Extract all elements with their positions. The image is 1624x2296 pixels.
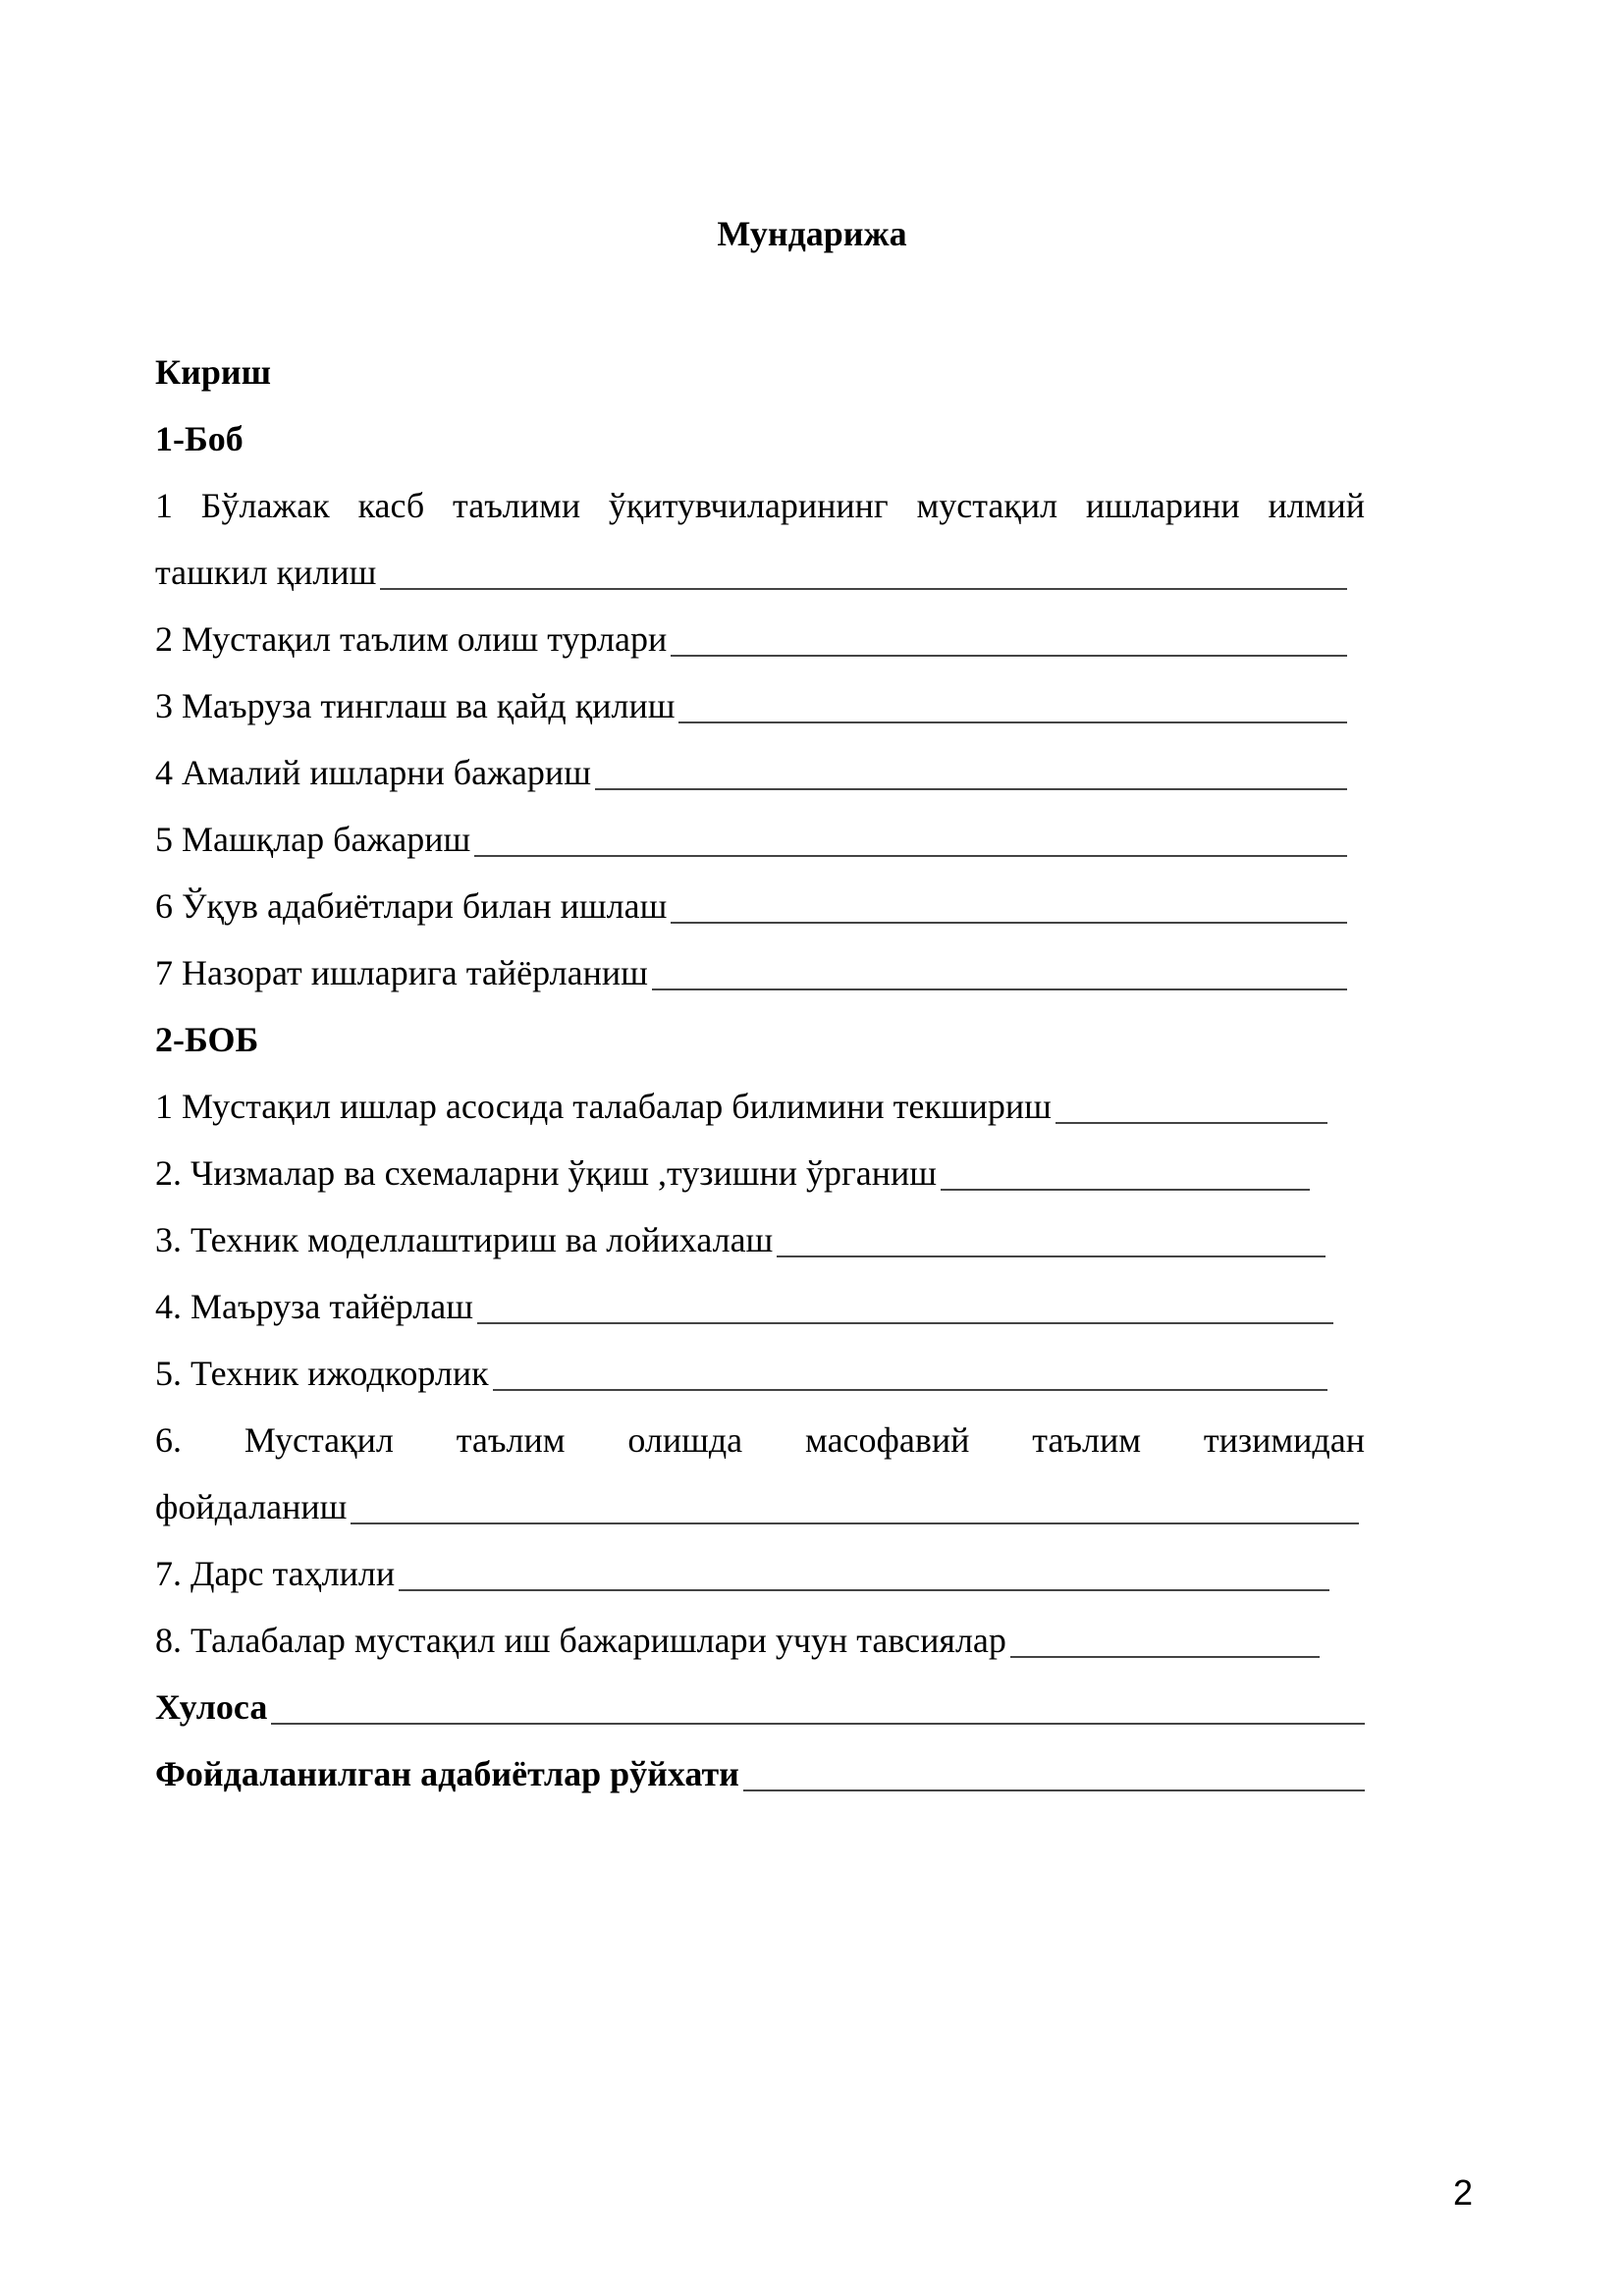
leader-line bbox=[595, 788, 1347, 790]
leader-line bbox=[271, 1723, 1365, 1725]
toc-entry-line2 bbox=[155, 539, 1365, 606]
toc-entry bbox=[155, 1340, 1365, 1407]
toc-entry-text: 5 Машқлар бажариш bbox=[155, 820, 471, 859]
toc-entry-text: Хулоса bbox=[155, 1687, 268, 1727]
leader-line bbox=[493, 1389, 1327, 1391]
toc-references bbox=[155, 1740, 1365, 1807]
toc-entry bbox=[155, 1073, 1365, 1140]
toc-entry bbox=[155, 472, 1365, 606]
leader-line bbox=[1010, 1656, 1320, 1658]
toc-entry bbox=[155, 1273, 1365, 1340]
leader-line bbox=[399, 1589, 1329, 1591]
chapter1-heading: 1-Боб bbox=[155, 419, 244, 458]
toc-entry-text: 3. Техник моделлаштириш ва лойихалаш bbox=[155, 1220, 774, 1259]
toc-entry bbox=[155, 1607, 1365, 1674]
toc-entry-text: 6 Ўқув адабиётлари билан ишлаш bbox=[155, 886, 668, 926]
leader-line bbox=[678, 721, 1347, 723]
leader-line bbox=[1056, 1122, 1327, 1124]
leader-line bbox=[477, 1322, 1333, 1324]
leader-line bbox=[671, 655, 1347, 657]
toc-entry-text: 4 Амалий ишларни бажариш bbox=[155, 753, 591, 792]
toc-entry bbox=[155, 1540, 1365, 1607]
toc-entry bbox=[155, 873, 1365, 939]
toc-intro: Кириш bbox=[155, 352, 272, 392]
toc-entry bbox=[155, 806, 1365, 873]
toc-entry-text: 3 Маъруза тинглаш ва қайд қилиш bbox=[155, 686, 676, 725]
leader-line bbox=[474, 855, 1347, 857]
toc-entry-text: 7 Назорат ишларига тайёрланиш bbox=[155, 953, 648, 992]
toc-entry-text: 7. Дарс таҳлили bbox=[155, 1554, 396, 1593]
chapter2-heading: 2-БОБ bbox=[155, 1020, 259, 1059]
toc-entry bbox=[155, 1206, 1365, 1273]
leader-line bbox=[671, 922, 1347, 924]
toc-entry-text: 2 Мустақил таълим олиш турлари bbox=[155, 619, 668, 659]
toc-entry-text-line1: 1 Бўлажак касб таълими ўқитувчиларининг мустақил ишларини илмий bbox=[155, 486, 1365, 525]
toc-entry-text: 8. Талабалар мустақил иш бажаришлари учун тавсиялар bbox=[155, 1621, 1006, 1660]
leader-line bbox=[380, 588, 1347, 590]
leader-line bbox=[941, 1189, 1310, 1191]
toc-entry-text: 1 Мустақил ишлар асосида талабалар билимини текшириш bbox=[155, 1087, 1052, 1126]
leader-line bbox=[652, 988, 1347, 990]
table-of-contents bbox=[155, 339, 1365, 1807]
page-number: 2 bbox=[1453, 2172, 1474, 2213]
toc-entry-text-line2: ташкил қилиш bbox=[155, 553, 377, 592]
leader-line bbox=[777, 1255, 1326, 1257]
toc-entry-text-line1: 6. Мустақил таълим олишда масофавий таълим тизимидан bbox=[155, 1420, 1365, 1460]
leader-line bbox=[743, 1789, 1365, 1791]
toc-conclusion bbox=[155, 1674, 1365, 1740]
toc-entry bbox=[155, 606, 1365, 672]
leader-line bbox=[351, 1522, 1359, 1524]
toc-entry-text: 4. Маъруза тайёрлаш bbox=[155, 1287, 473, 1326]
toc-entry-text-line2: фойдаланиш bbox=[155, 1487, 348, 1526]
toc-entry bbox=[155, 672, 1365, 739]
toc-entry bbox=[155, 939, 1365, 1006]
toc-entry-text: 5. Техник ижодкорлик bbox=[155, 1354, 489, 1393]
toc-entry bbox=[155, 739, 1365, 806]
toc-entry-line2 bbox=[155, 1473, 1365, 1540]
toc-entry-text: 2. Чизмалар ва схемаларни ўқиш ,тузишни ўрганиш bbox=[155, 1153, 938, 1193]
toc-entry-text: Фойдаланилган адабиётлар рўйхати bbox=[155, 1754, 739, 1793]
page-title: Мундарижа bbox=[717, 214, 907, 253]
toc-entry bbox=[155, 1407, 1365, 1540]
toc-entry bbox=[155, 1140, 1365, 1206]
